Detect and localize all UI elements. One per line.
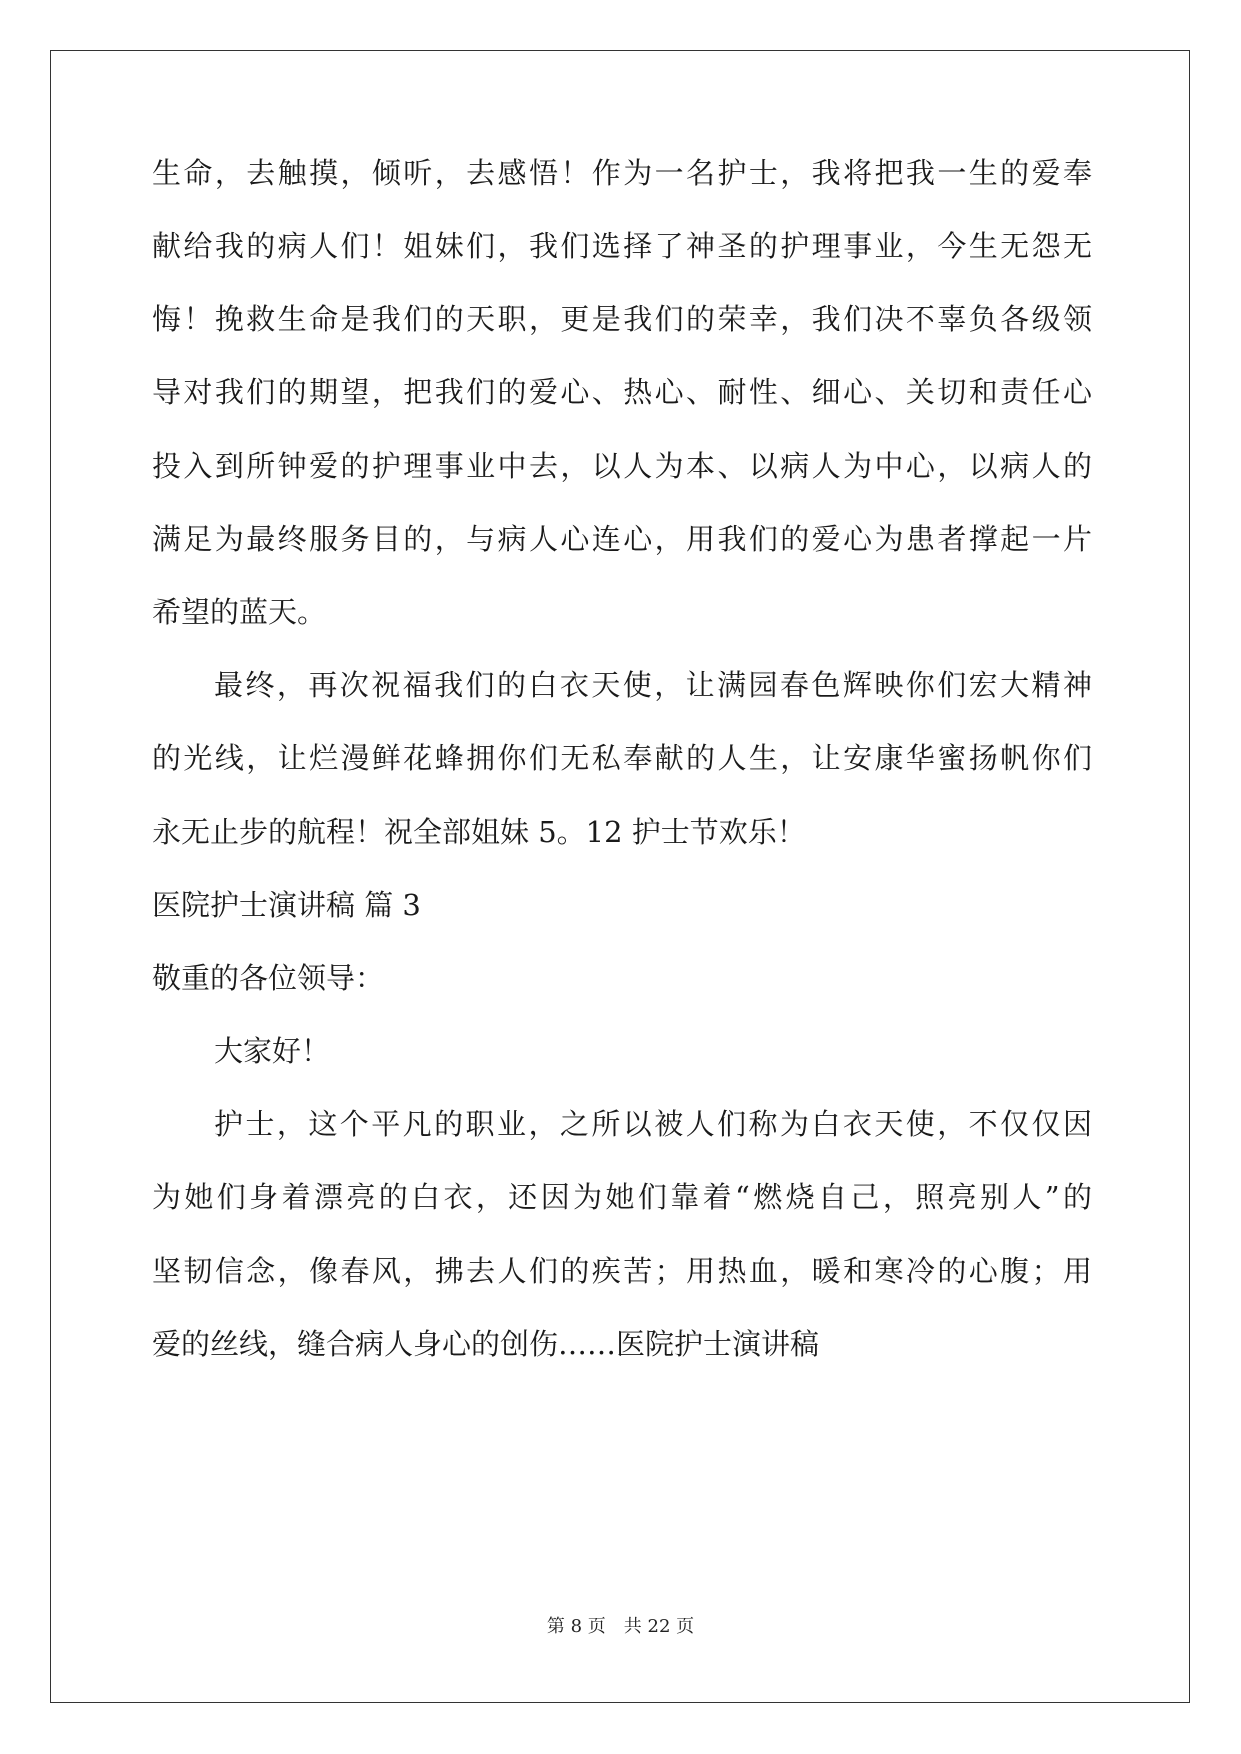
page-number: 第 8 页 共 22 页 xyxy=(546,1616,695,1637)
section-heading: 医院护士演讲稿 篇 3 xyxy=(152,888,421,922)
text-line: 导对我们的期望，把我们的爱心、热心、耐性、细心、关切和责任心 xyxy=(152,375,1092,409)
text-line: 坚韧信念，像春风，拂去人们的疾苦；用热血，暖和寒冷的心腹；用 xyxy=(152,1254,1092,1288)
page-border xyxy=(50,50,1190,1703)
text-line: 投入到所钟爱的护理事业中去，以人为本、以病人为中心，以病人的 xyxy=(152,449,1092,483)
text-line: 为她们身着漂亮的白衣，还因为她们靠着“燃烧自己，照亮别人”的 xyxy=(152,1180,1092,1214)
text-line: 悔！挽救生命是我们的天职，更是我们的荣幸，我们决不辜负各级领 xyxy=(152,302,1092,336)
greeting: 大家好！ xyxy=(214,1034,331,1068)
text-line: 护士，这个平凡的职业，之所以被人们称为白衣天使，不仅仅因 xyxy=(214,1107,1092,1141)
text-line: 的光线，让烂漫鲜花蜂拥你们无私奉献的人生，让安康华蜜扬帆你们 xyxy=(152,741,1092,775)
text-line: 最终，再次祝福我们的白衣天使，让满园春色辉映你们宏大精神 xyxy=(214,668,1092,702)
salutation: 敬重的各位领导： xyxy=(152,961,385,995)
text-line: 献给我的病人们！姐妹们，我们选择了神圣的护理事业，今生无怨无 xyxy=(152,229,1092,263)
text-line: 希望的蓝天。 xyxy=(152,595,327,629)
text-line: 永无止步的航程！祝全部姐妹 5。12 护士节欢乐！ xyxy=(152,815,806,849)
text-line: 满足为最终服务目的，与病人心连心，用我们的爱心为患者撑起一片 xyxy=(152,522,1092,556)
text-line: 生命，去触摸，倾听，去感悟！作为一名护士，我将把我一生的爱奉 xyxy=(152,156,1092,190)
text-line: 爱的丝线，缝合病人身心的创伤……医院护士演讲稿 xyxy=(152,1327,820,1361)
